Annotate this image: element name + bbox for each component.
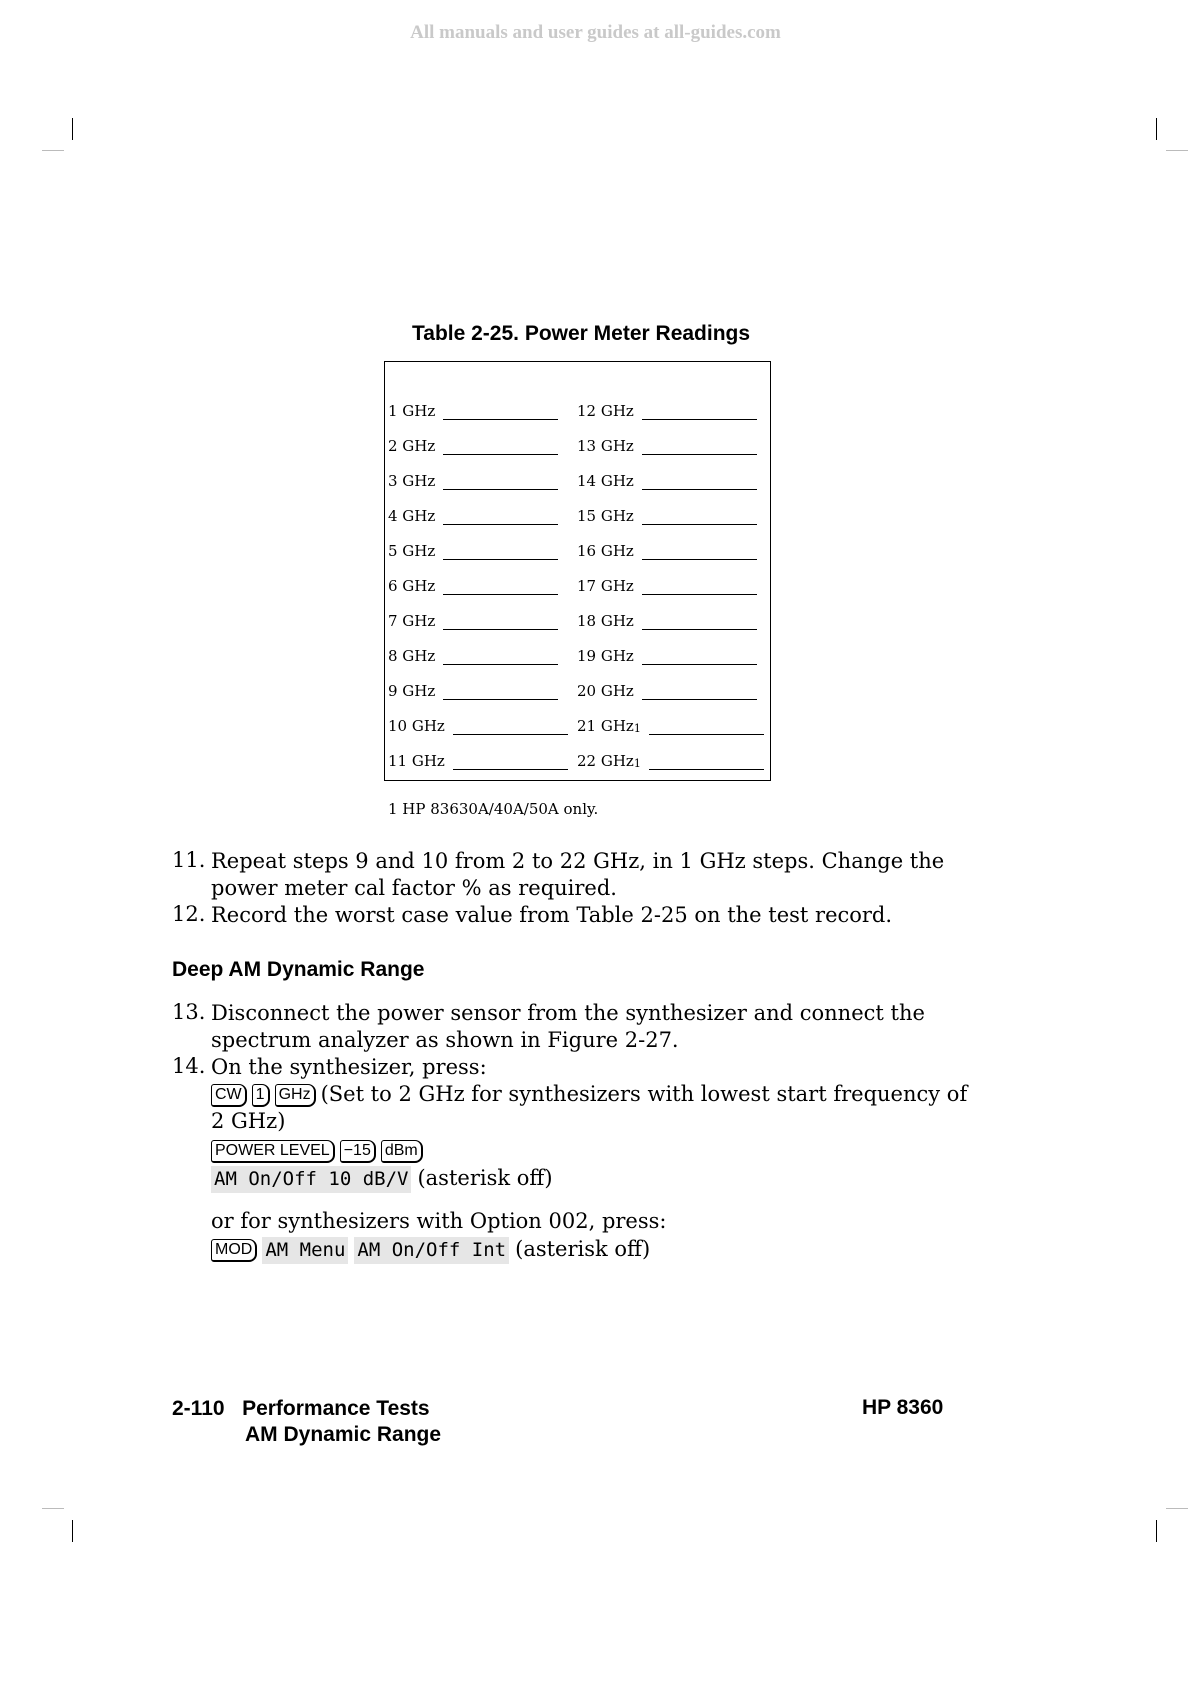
step-11-text: Repeat steps 9 and 10 from 2 to 22 GHz, in 1 GHz steps. Change the power meter cal factor % as required.: [211, 849, 945, 900]
table-cell: 12 GHz: [577, 402, 757, 420]
step-14-note-cont: 2 GHz): [211, 1109, 286, 1133]
table-cell: 22 GHz 1: [577, 752, 764, 770]
power-meter-table: [384, 361, 771, 781]
step-12-text: Record the worst case value from Table 2-25 on the test record.: [211, 903, 893, 927]
table-cell: 14 GHz: [577, 472, 757, 490]
key-sequence-option-002: MOD AM Menu AM On/Off Int (asterisk off): [211, 1236, 650, 1264]
table-cell: 13 GHz: [577, 437, 757, 455]
ghz-key[interactable]: GHz: [275, 1084, 316, 1107]
table-cell: 19 GHz: [577, 647, 757, 665]
mod-key[interactable]: MOD: [211, 1239, 257, 1262]
product-name: HP 8360: [862, 1396, 944, 1419]
crop-mark: [1166, 1508, 1188, 1509]
crop-mark: [1156, 1520, 1157, 1542]
watermark: All manuals and user guides at all-guides.com: [410, 22, 781, 43]
am-onoff-softkey[interactable]: AM On/Off 10 dB/V: [211, 1166, 411, 1193]
table-cell: 5 GHz: [388, 542, 558, 560]
section-name: Performance Tests: [242, 1397, 430, 1420]
cw-key[interactable]: CW: [211, 1084, 247, 1107]
table-cell: 10 GHz: [388, 717, 568, 735]
table-cell: 20 GHz: [577, 682, 757, 700]
table-cell: 6 GHz: [388, 577, 558, 595]
table-cell: 15 GHz: [577, 507, 757, 525]
table-cell: 8 GHz: [388, 647, 558, 665]
page-number: 2-110: [172, 1397, 225, 1420]
table-cell: 21 GHz 1: [577, 717, 764, 735]
crop-mark: [72, 1520, 73, 1542]
page-footer: [172, 1396, 441, 1448]
table-cell: 17 GHz: [577, 577, 757, 595]
option-002-text: or for synthesizers with Option 002, press:: [211, 1209, 667, 1233]
table-footnote: 1 HP 83630A/40A/50A only.: [388, 800, 599, 818]
softkey-sequence-am: AM On/Off 10 dB/V (asterisk off): [211, 1165, 553, 1193]
step-number: 14.: [172, 1054, 206, 1078]
minus-15-key[interactable]: −15: [340, 1140, 376, 1163]
section-heading: Deep AM Dynamic Range: [172, 958, 425, 981]
table-cell: 1 GHz: [388, 402, 558, 420]
crop-mark: [42, 150, 64, 151]
table-cell: 4 GHz: [388, 507, 558, 525]
subsection-name: AM Dynamic Range: [245, 1423, 442, 1446]
am-onoff-int-softkey[interactable]: AM On/Off Int: [354, 1237, 509, 1264]
crop-mark: [42, 1508, 64, 1509]
am-menu-softkey[interactable]: AM Menu: [262, 1237, 348, 1264]
power-level-key[interactable]: POWER LEVEL: [211, 1140, 335, 1163]
table-title: Table 2-25. Power Meter Readings: [412, 322, 751, 345]
step-number: 13.: [172, 1000, 206, 1024]
table-cell: 9 GHz: [388, 682, 558, 700]
footnote-mark: 1: [633, 757, 641, 770]
step-number: 11.: [172, 848, 206, 872]
digit-1-key[interactable]: 1: [252, 1084, 270, 1107]
footnote-mark: 1: [633, 722, 641, 735]
table-cell: 7 GHz: [388, 612, 558, 630]
key-sequence-power: [211, 1137, 428, 1164]
table-cell: 3 GHz: [388, 472, 558, 490]
crop-mark: [72, 118, 73, 140]
key-sequence-frequency: CW 1 GHz (Set to 2 GHz for synthesizers with lowest start frequency of: [211, 1081, 967, 1108]
table-cell: 11 GHz: [388, 752, 568, 770]
step-number: 12.: [172, 902, 206, 926]
step-13-text: Disconnect the power sensor from the synthesizer and connect the spectrum analyzer as shown in Figure 2-27.: [211, 1001, 925, 1052]
step-14-text: On the synthesizer, press:: [211, 1055, 487, 1079]
table-cell: 2 GHz: [388, 437, 558, 455]
crop-mark: [1156, 118, 1157, 140]
table-cell: 16 GHz: [577, 542, 757, 560]
table-cell: 18 GHz: [577, 612, 757, 630]
crop-mark: [1166, 150, 1188, 151]
dbm-key[interactable]: dBm: [381, 1140, 423, 1163]
